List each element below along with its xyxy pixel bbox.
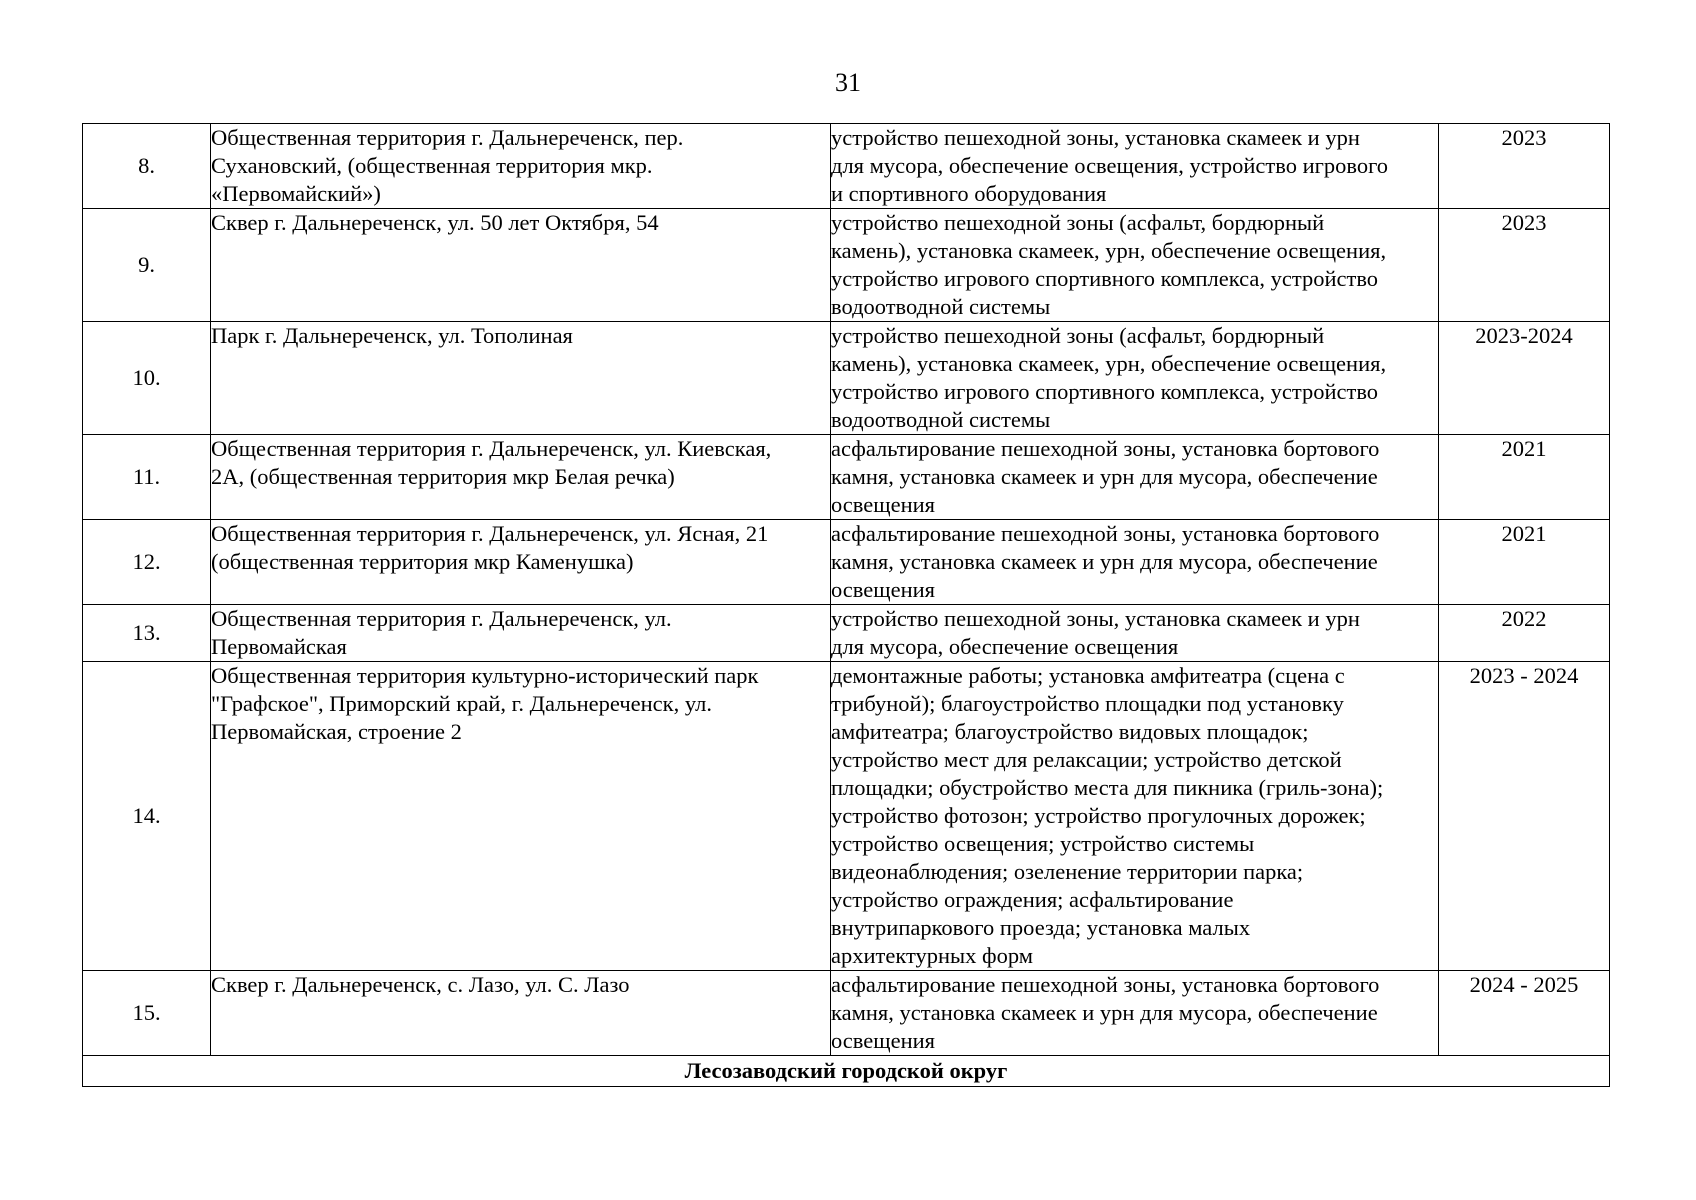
territory-name: Общественная территория г. Дальнереченск, ул. Первомайская xyxy=(211,605,831,662)
table-row xyxy=(83,520,1610,605)
works-description: асфальтирование пешеходной зоны, установка бортового камня, установка скамеек и урн для мусора, обеспечение освещения xyxy=(831,520,1439,605)
territory-name: Общественная территория г. Дальнереченск, ул. Ясная, 21 (общественная территория мкр Каменушка) xyxy=(211,520,831,605)
works-description: устройство пешеходной зоны, установка скамеек и урн для мусора, обеспечение освещения, устройство игрового и спортивного оборудования xyxy=(831,124,1439,209)
works-description: устройство пешеходной зоны (асфальт, бордюрный камень), установка скамеек, урн, обеспечение освещения, устройство игрового спортивного комплекса, устройство водоотводной системы xyxy=(831,322,1439,435)
territory-name: Сквер г. Дальнереченск, ул. 50 лет Октября, 54 xyxy=(211,209,831,322)
territory-name: Парк г. Дальнереченск, ул. Тополиная xyxy=(211,322,831,435)
row-number: 8. xyxy=(83,124,211,209)
territory-name: Сквер г. Дальнереченск, с. Лазо, ул. С. Лазо xyxy=(211,971,831,1056)
implementation-year: 2024 - 2025 xyxy=(1439,971,1610,1056)
table-row xyxy=(83,971,1610,1056)
works-description: демонтажные работы; установка амфитеатра (сцена с трибуной); благоустройство площадки под установку амфитеатра; благоустройство видовых площадок; устройство мест для релаксации; устройство детской площадки; обустройство места для пикника (гриль-зона); устройство фотозон; устройство прогулочных дорожек; устройство освещения; устройство системы видеонаблюдения; озеленение территории парка; устройство ограждения; асфальтирование внутрипаркового проезда; установка малых архитектурных форм xyxy=(831,662,1439,971)
table-row xyxy=(83,605,1610,662)
table-row xyxy=(83,662,1610,971)
works-description: устройство пешеходной зоны (асфальт, бордюрный камень), установка скамеек, урн, обеспечение освещения, устройство игрового спортивного комплекса, устройство водоотводной системы xyxy=(831,209,1439,322)
table-row xyxy=(83,322,1610,435)
works-description: асфальтирование пешеходной зоны, установка бортового камня, установка скамеек и урн для мусора, обеспечение освещения xyxy=(831,971,1439,1056)
implementation-year: 2021 xyxy=(1439,520,1610,605)
table-row xyxy=(83,209,1610,322)
territory-name: Общественная территория г. Дальнереченск, пер. Сухановский, (общественная территория мкр. «Первомайский») xyxy=(211,124,831,209)
territory-name: Общественная территория г. Дальнереченск, ул. Киевская, 2А, (общественная территория мкр Белая речка) xyxy=(211,435,831,520)
row-number: 9. xyxy=(83,209,211,322)
implementation-year: 2022 xyxy=(1439,605,1610,662)
section-heading-row xyxy=(83,1056,1610,1087)
implementation-year: 2023-2024 xyxy=(1439,322,1610,435)
territory-name: Общественная территория культурно-исторический парк "Графское", Приморский край, г. Дальнереченск, ул. Первомайская, строение 2 xyxy=(211,662,831,971)
implementation-year: 2021 xyxy=(1439,435,1610,520)
table-row xyxy=(83,435,1610,520)
row-number: 12. xyxy=(83,520,211,605)
implementation-year: 2023 xyxy=(1439,124,1610,209)
row-number: 15. xyxy=(83,971,211,1056)
implementation-year: 2023 - 2024 xyxy=(1439,662,1610,971)
row-number: 14. xyxy=(83,662,211,971)
page-number: 31 xyxy=(835,68,861,97)
territories-table xyxy=(82,123,1610,1087)
row-number: 10. xyxy=(83,322,211,435)
implementation-year: 2023 xyxy=(1439,209,1610,322)
works-description: асфальтирование пешеходной зоны, установка бортового камня, установка скамеек и урн для мусора, обеспечение освещения xyxy=(831,435,1439,520)
row-number: 11. xyxy=(83,435,211,520)
section-heading: Лесозаводский городской округ xyxy=(83,1056,1610,1087)
works-description: устройство пешеходной зоны, установка скамеек и урн для мусора, обеспечение освещения xyxy=(831,605,1439,662)
table-row xyxy=(83,124,1610,209)
row-number: 13. xyxy=(83,605,211,662)
